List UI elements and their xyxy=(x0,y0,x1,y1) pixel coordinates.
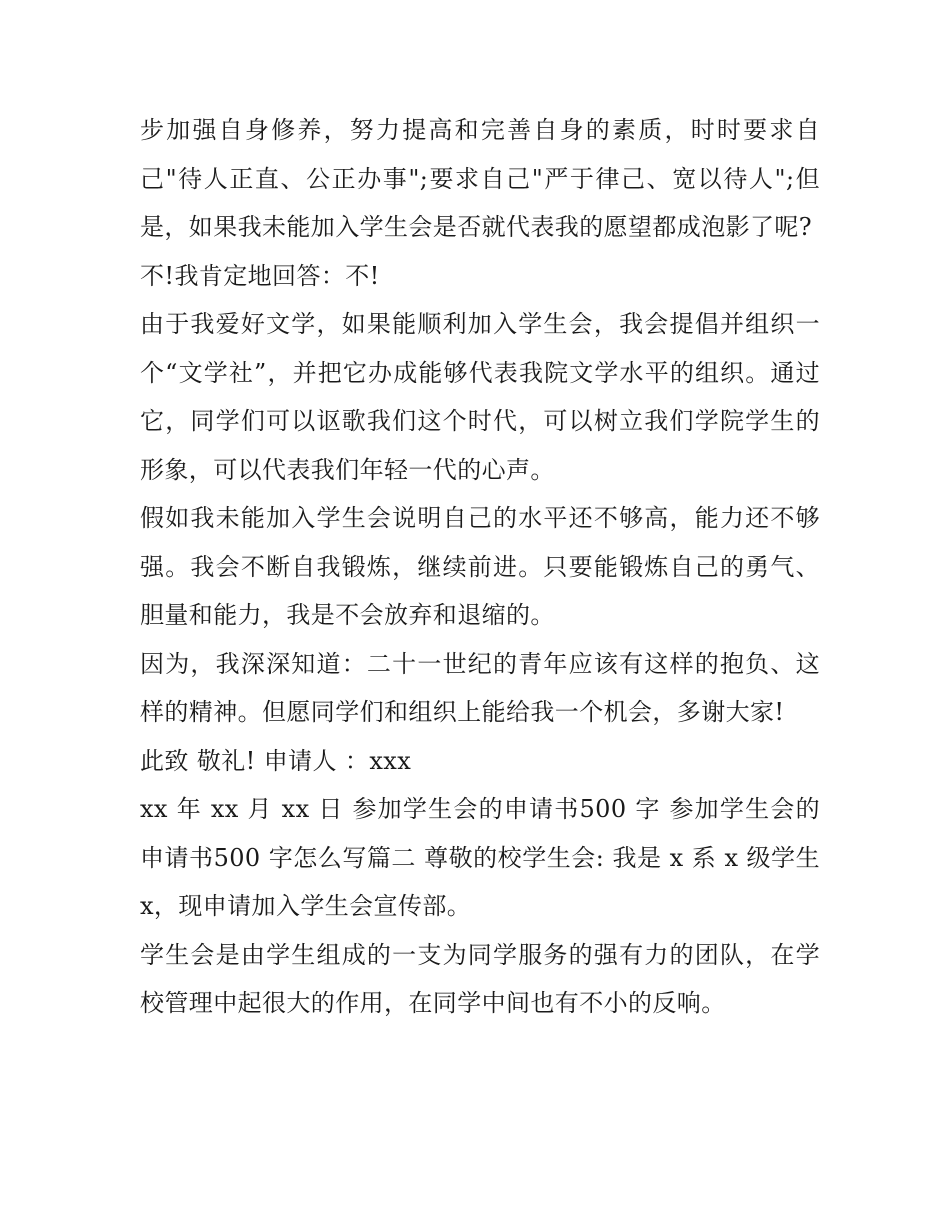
paragraph-4: 假如我未能加入学生会说明自己的水平还不够高，能力还不够强。我会不断自我锻炼，继续前进。只要能锻炼自己的勇气、胆量和能力，我是不会放弃和退缩的。 xyxy=(140,504,820,629)
paragraph-6: 此致 敬礼! 申请人 ：xxx xyxy=(140,746,412,775)
document-body xyxy=(140,106,820,1028)
paragraph-2: 不!我肯定地回答：不! xyxy=(140,261,380,290)
paragraph-8: 学生会是由学生组成的一支为同学服务的强有力的团队，在学校管理中起很大的作用，在同学中间也有不小的反响。 xyxy=(140,940,820,1017)
paragraph-3: 由于我爱好文学，如果能顺利加入学生会，我会提倡并组织一个“文学社”，并把它办成能够代表我院文学水平的组织。通过它，同学们可以讴歌我们这个时代，可以树立我们学院学生的形象，可以代表我们年轻一代的心声。 xyxy=(140,310,820,484)
paragraph-5: 因为，我深深知道：二十一世纪的青年应该有这样的抱负、这样的精神。但愿同学们和组织上能给我一个机会，多谢大家! xyxy=(140,649,820,726)
paragraph-7: xx 年 xx 月 xx 日 参加学生会的申请书500 字 参加学生会的申请书500 字怎么写篇二 尊敬的校学生会: 我是 x 系 x 级学生x，现申请加入学生会宣传部。 xyxy=(140,795,820,920)
paragraph-1: 步加强自身修养，努力提高和完善自身的素质，时时要求自己"待人正直、公正办事";要求自己"严于律己、宽以待人";但是，如果我未能加入学生会是否就代表我的愿望都成泡影了呢? xyxy=(140,116,820,241)
